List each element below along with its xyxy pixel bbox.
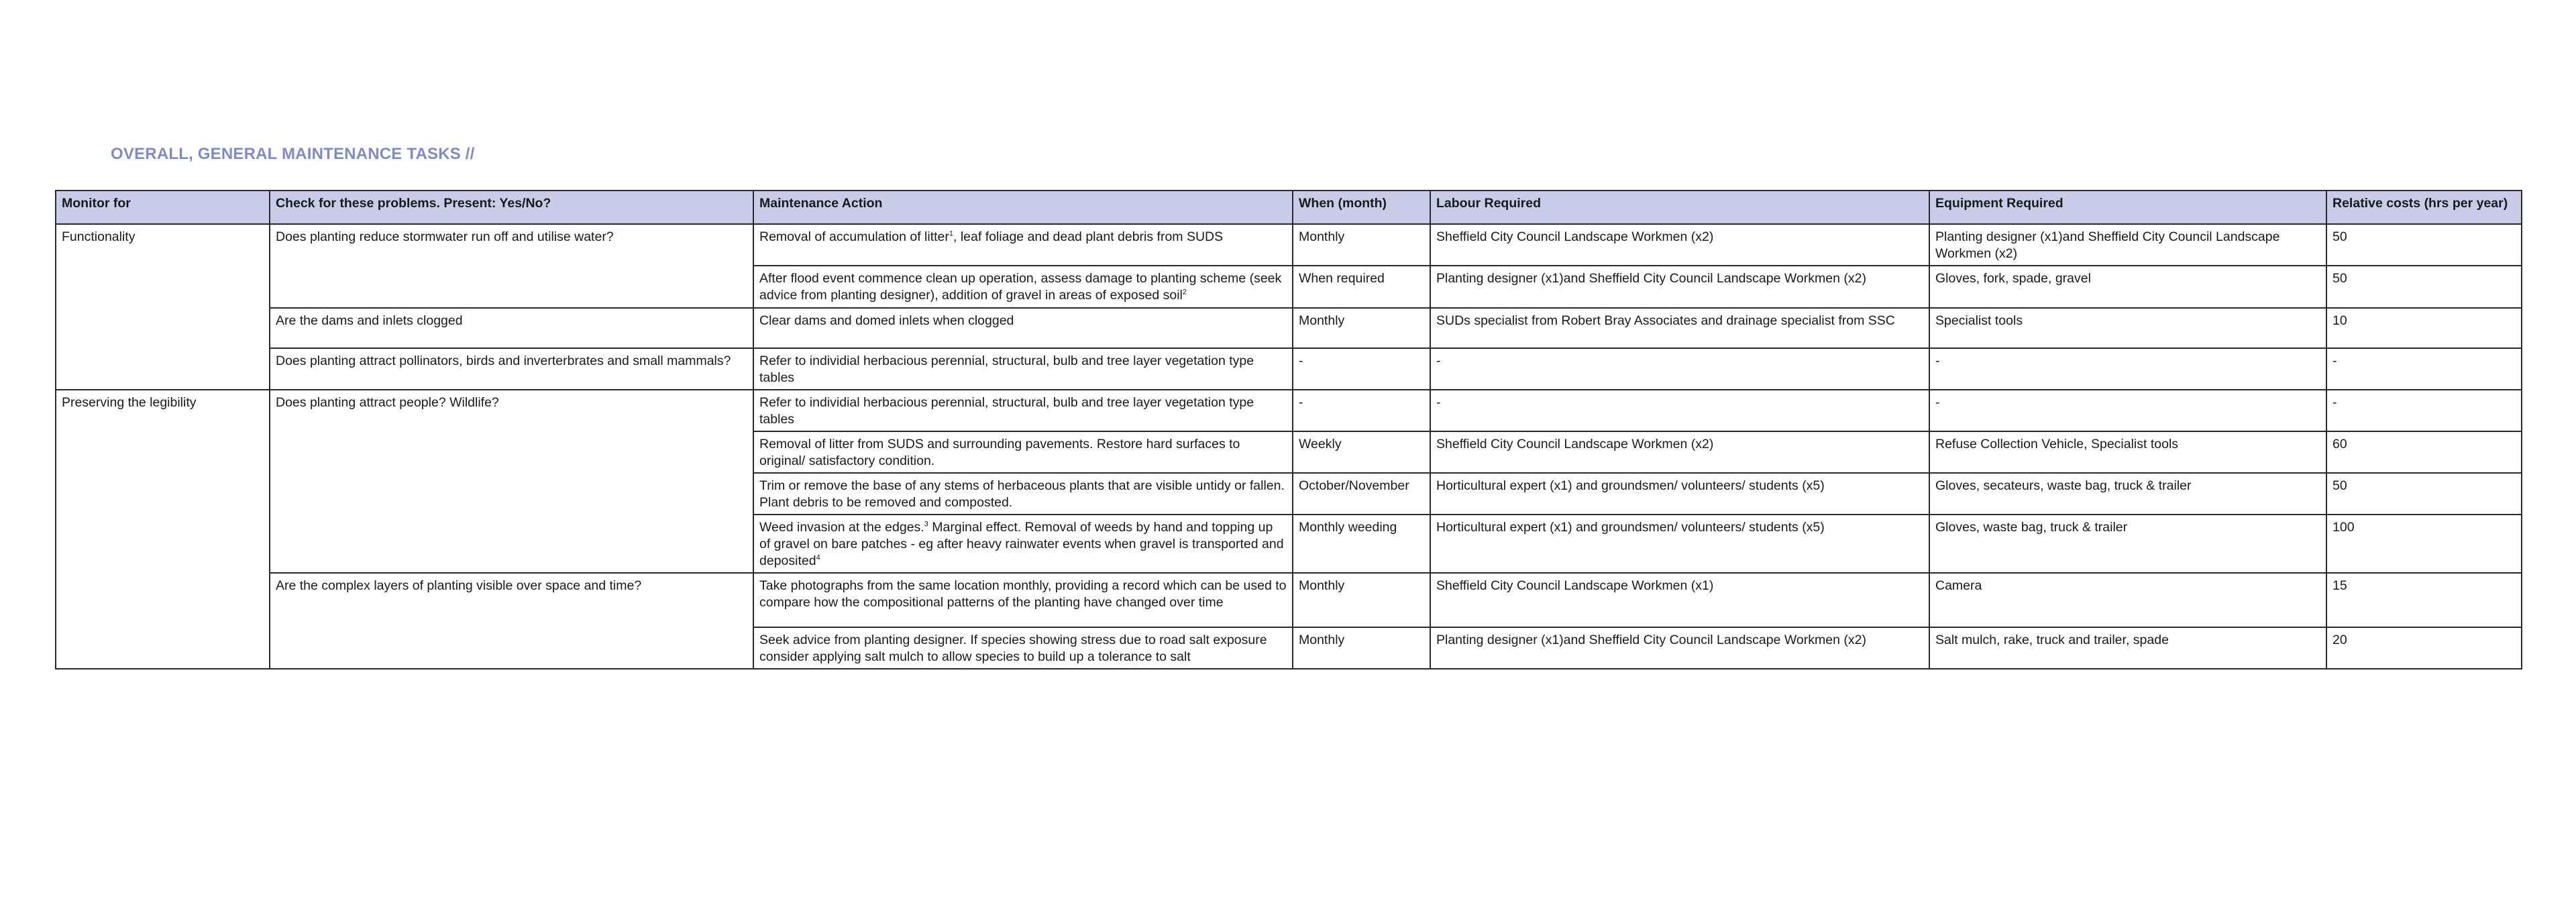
when-cell: Monthly [1293,627,1430,669]
when-cell: October/November [1293,473,1430,515]
action-cell: Seek advice from planting designer. If species showing stress due to road salt exposure consider applying salt mulch to allow species to build up a tolerance to salt [753,627,1293,669]
header-when: When (month) [1293,191,1430,224]
header-row [56,191,2522,224]
labour-cell: Sheffield City Council Landscape Workmen (x2) [1430,224,1929,266]
header-labour: Labour Required [1430,191,1929,224]
cost-cell: 10 [2326,308,2522,348]
maintenance-table [55,190,2522,669]
action-cell: After flood event commence clean up operation, assess damage to planting scheme (seek advice from planting designer), addition of gravel in areas of exposed soil$^2$ [753,266,1293,308]
equipment-cell: Camera [1929,573,2326,627]
action-cell: Refer to individial herbacious perennial, structural, bulb and tree layer vegetation type tables [753,348,1293,390]
table-row [56,224,2522,266]
page-title: OVERALL, GENERAL MAINTENANCE TASKS // [111,145,475,163]
equipment-cell: - [1929,390,2326,431]
check-cell: Are the dams and inlets clogged [270,308,753,348]
labour-cell: Sheffield City Council Landscape Workmen (x2) [1430,431,1929,473]
header-cost: Relative costs (hrs per year) [2326,191,2522,224]
labour-cell: SUDs specialist from Robert Bray Associates and drainage specialist from SSC [1430,308,1929,348]
check-cell: Are the complex layers of planting visible over space and time? [270,573,753,669]
cost-cell: 50 [2326,473,2522,515]
action-cell: Refer to individial herbacious perennial, structural, bulb and tree layer vegetation type tables [753,390,1293,431]
cost-cell: 100 [2326,515,2522,573]
table-row [56,308,2522,348]
equipment-cell: Salt mulch, rake, truck and trailer, spade [1929,627,2326,669]
check-cell: Does planting attract people? Wildlife? [270,390,753,573]
action-cell: Clear dams and domed inlets when clogged [753,308,1293,348]
action-cell: Take photographs from the same location monthly, providing a record which can be used to compare how the compositional patterns of the planting have changed over time [753,573,1293,627]
when-cell: - [1293,348,1430,390]
header-monitor: Monitor for [56,191,270,224]
when-cell: Monthly [1293,224,1430,266]
equipment-cell: Gloves, secateurs, waste bag, truck & trailer [1929,473,2326,515]
labour-cell: Planting designer (x1)and Sheffield City Council Landscape Workmen (x2) [1430,627,1929,669]
action-cell: Weed invasion at the edges.$^3$ Marginal effect. Removal of weeds by hand and topping up of gravel on bare patches - eg after heavy rainwater events when gravel is transported and deposited$^4$ [753,515,1293,573]
cost-cell: 50 [2326,266,2522,308]
monitor-cell: Functionality [56,224,270,390]
cost-cell: - [2326,348,2522,390]
when-cell: Monthly weeding [1293,515,1430,573]
check-cell: Does planting attract pollinators, birds and inverterbrates and small mammals? [270,348,753,390]
action-cell: Removal of litter from SUDS and surrounding pavements. Restore hard surfaces to original/ satisfactory condition. [753,431,1293,473]
table-row [56,390,2522,431]
labour-cell: Horticultural expert (x1) and groundsmen/ volunteers/ students (x5) [1430,473,1929,515]
equipment-cell: - [1929,348,2326,390]
header-equipment: Equipment Required [1929,191,2326,224]
check-cell: Does planting reduce stormwater run off and utilise water? [270,224,753,308]
labour-cell: Horticultural expert (x1) and groundsmen/ volunteers/ students (x5) [1430,515,1929,573]
when-cell: - [1293,390,1430,431]
action-cell: Trim or remove the base of any stems of herbaceous plants that are visible untidy or fallen. Plant debris to be removed and composted. [753,473,1293,515]
cost-cell: 15 [2326,573,2522,627]
equipment-cell: Specialist tools [1929,308,2326,348]
action-cell: Removal of accumulation of litter$^1$, leaf foliage and dead plant debris from SUDS [753,224,1293,266]
labour-cell: Planting designer (x1)and Sheffield City Council Landscape Workmen (x2) [1430,266,1929,308]
cost-cell: - [2326,390,2522,431]
when-cell: Monthly [1293,308,1430,348]
header-check: Check for these problems. Present: Yes/No? [270,191,753,224]
cost-cell: 50 [2326,224,2522,266]
labour-cell: - [1430,348,1929,390]
cost-cell: 60 [2326,431,2522,473]
labour-cell: Sheffield City Council Landscape Workmen (x1) [1430,573,1929,627]
monitor-cell: Preserving the legibility [56,390,270,669]
equipment-cell: Planting designer (x1)and Sheffield City Council Landscape Workmen (x2) [1929,224,2326,266]
when-cell: When required [1293,266,1430,308]
table-row [56,573,2522,627]
when-cell: Weekly [1293,431,1430,473]
labour-cell: - [1430,390,1929,431]
table-row [56,348,2522,390]
equipment-cell: Gloves, waste bag, truck & trailer [1929,515,2326,573]
cost-cell: 20 [2326,627,2522,669]
header-action: Maintenance Action [753,191,1293,224]
equipment-cell: Gloves, fork, spade, gravel [1929,266,2326,308]
equipment-cell: Refuse Collection Vehicle, Specialist tools [1929,431,2326,473]
when-cell: Monthly [1293,573,1430,627]
